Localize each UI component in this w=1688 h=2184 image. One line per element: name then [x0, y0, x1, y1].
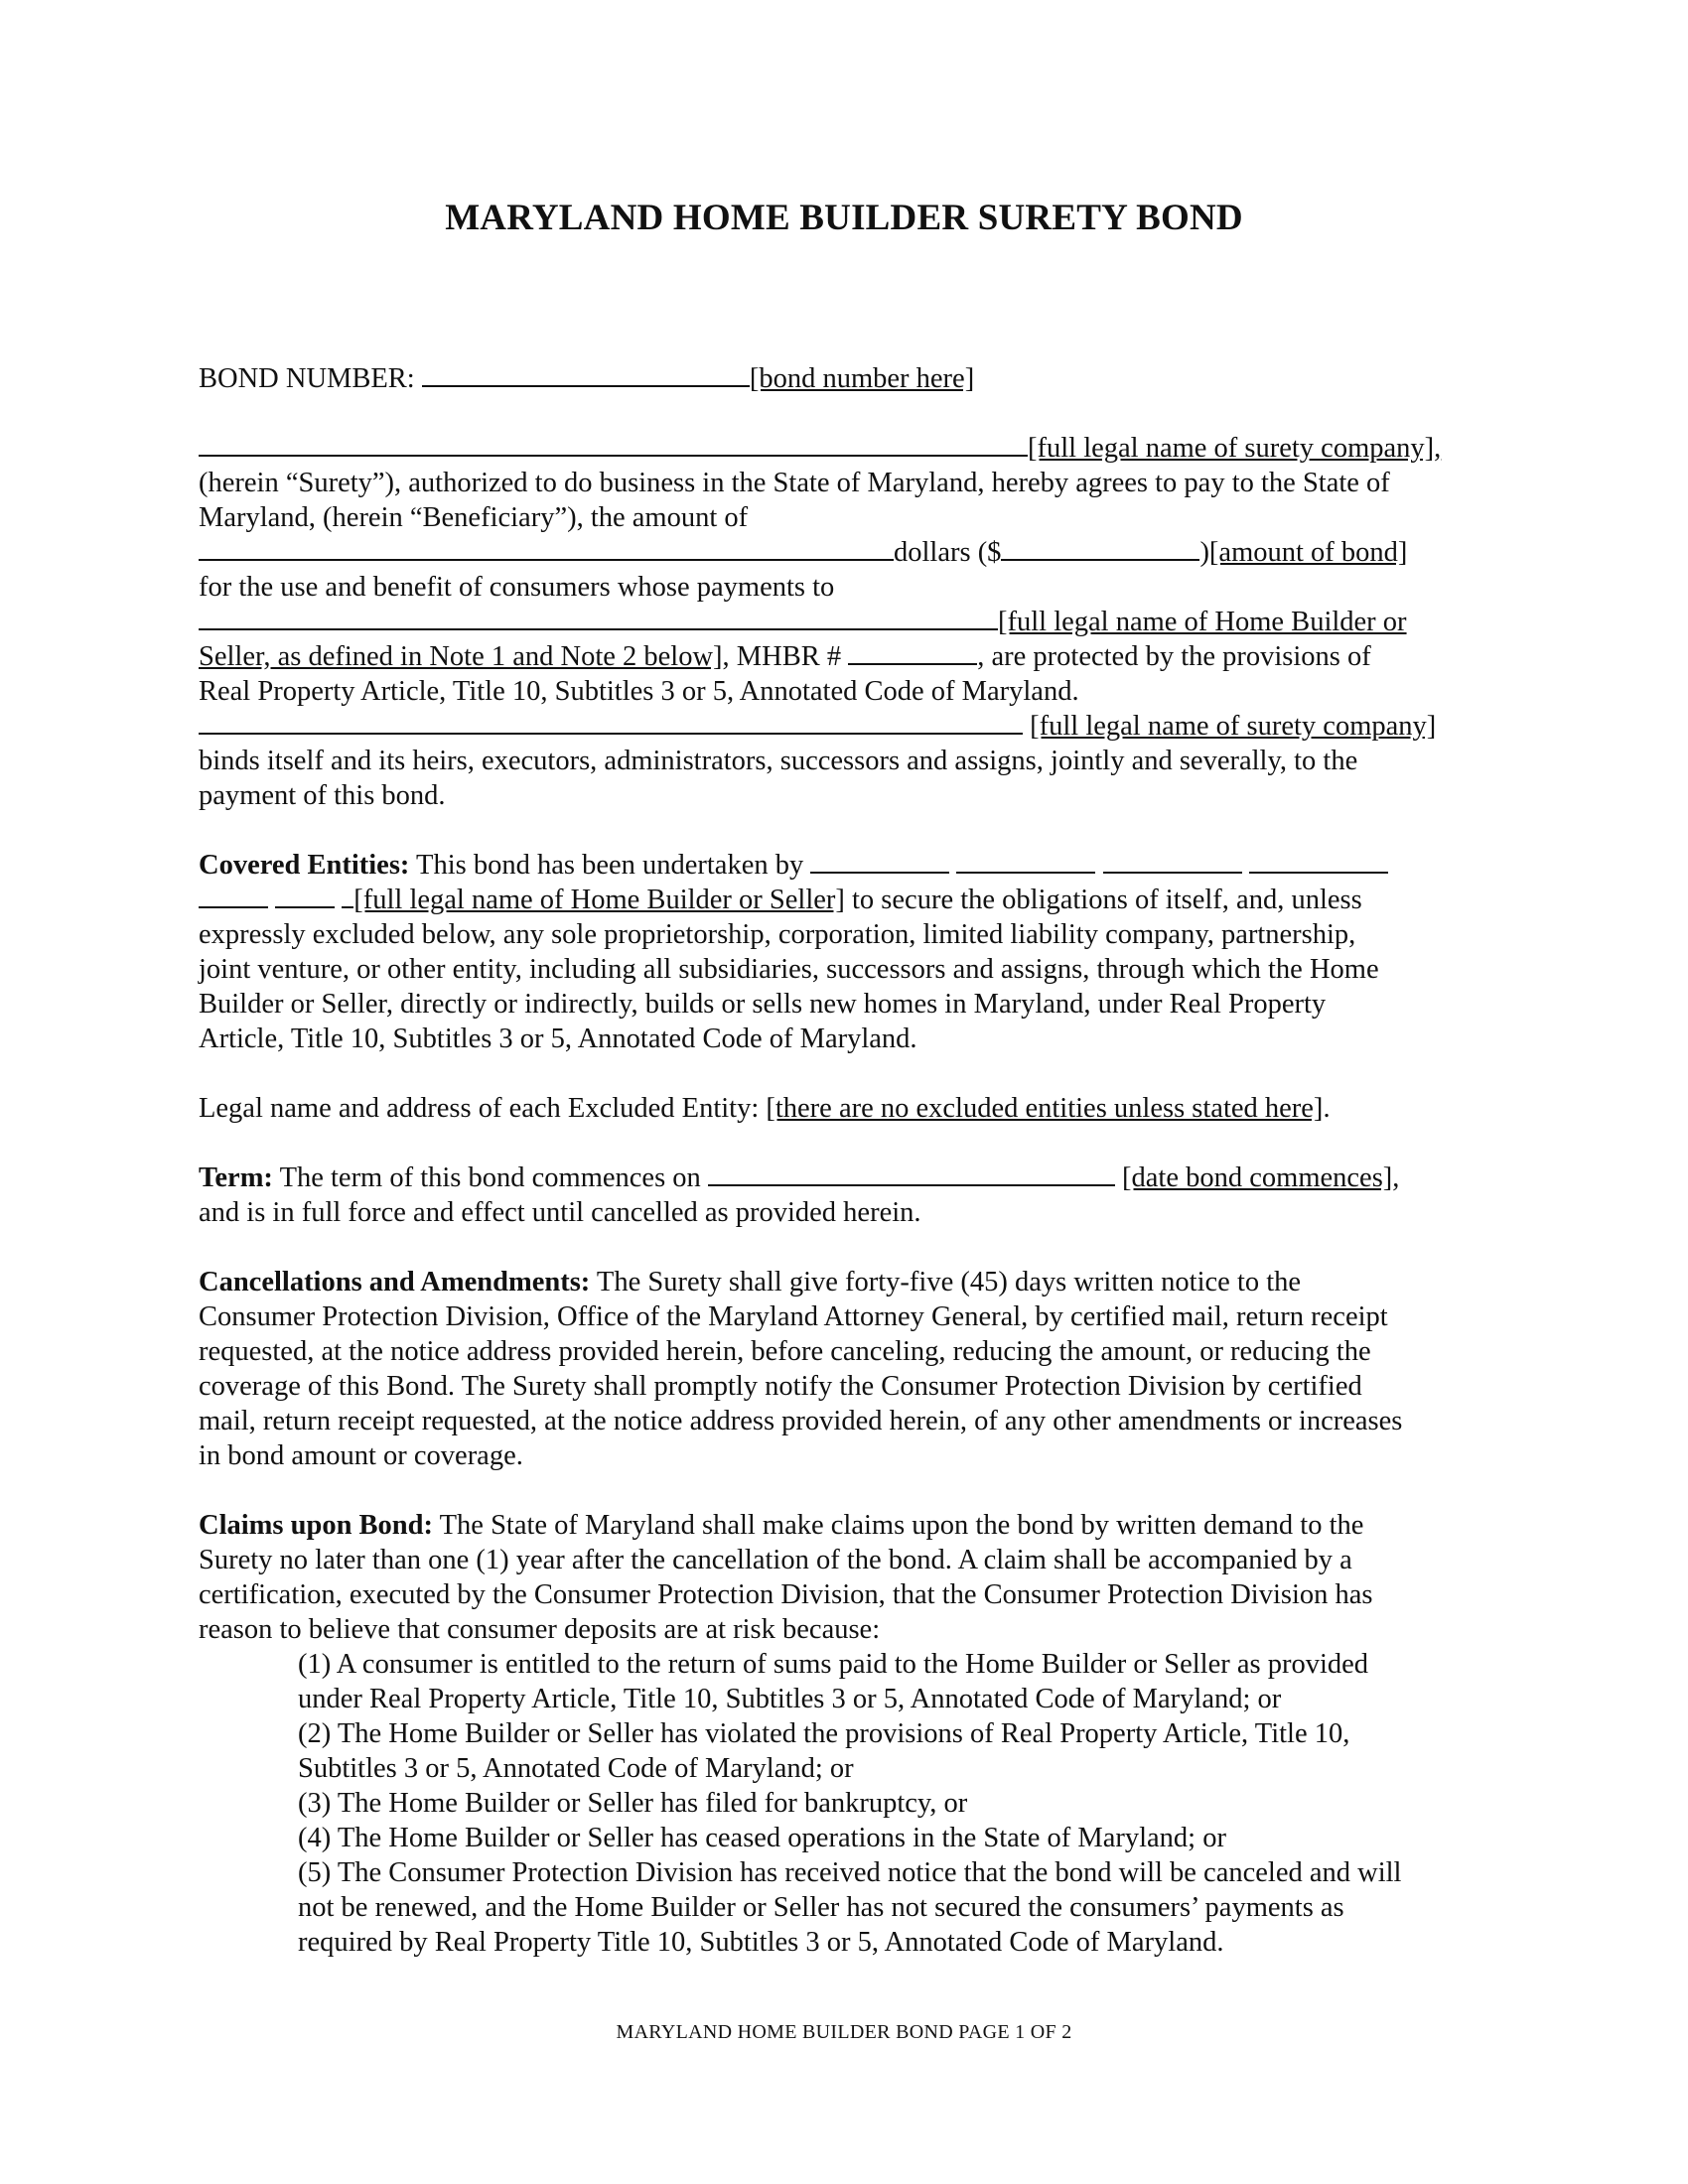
surety-name-placeholder-2: [full legal name of surety company] — [1030, 711, 1437, 742]
paragraph-line: and is in full force and effect until cancelled as provided herein. — [199, 1197, 921, 1228]
paragraph-text: to secure the obligations of itself, and, unless — [852, 885, 1362, 915]
paragraph-line: Maryland, (herein “Beneficiary”), the amount of — [199, 502, 749, 533]
paragraph-line: Consumer Protection Division, Office of the Maryland Attorney General, by certified mail, return receipt — [199, 1301, 1388, 1332]
paragraph-text: , are protected by the provisions of — [977, 641, 1371, 672]
bond-number-line — [199, 361, 1489, 396]
bond-number-placeholder: [bond number here] — [749, 363, 975, 394]
claim-condition-line: (5) The Consumer Protection Division has received notice that the bond will be canceled and will — [298, 1857, 1402, 1888]
cancellations-line — [199, 1265, 1489, 1299]
paragraph-line: joint venture, or other entity, including all subsidiaries, successors and assigns, through which the Home — [199, 954, 1379, 985]
surety-name-placeholder: [full legal name of surety company], — [1028, 433, 1442, 464]
covered-entity-blank[interactable] — [275, 883, 335, 908]
covered-entity-blank[interactable] — [1249, 848, 1388, 874]
paragraph-text: This bond has been undertaken by — [416, 850, 804, 881]
paragraph-line: mail, return receipt requested, at the notice address provided herein, of any other amendments or increases — [199, 1406, 1403, 1436]
paragraph-line: coverage of this Bond. The Surety shall promptly notify the Consumer Protection Division by certified — [199, 1371, 1362, 1402]
surety-name-blank[interactable] — [199, 431, 1028, 457]
term-heading: Term: — [199, 1162, 273, 1193]
paragraph-line: payment of this bond. — [199, 780, 446, 811]
paragraph-line: binds itself and its heirs, executors, administrators, successors and assigns, jointly and severally, to the — [199, 746, 1358, 776]
mhbr-label: , MHBR # — [722, 641, 842, 672]
paragraph-text: The term of this bond commences on — [279, 1162, 701, 1193]
excluded-entity-line: Legal name and address of each Excluded Entity: [there are no excluded entities unless stated here]. — [199, 1093, 1331, 1124]
paragraph-line: requested, at the notice address provided herein, before canceling, reducing the amount, or reducing the — [199, 1336, 1371, 1367]
home-builder-placeholder: [full legal name of Home Builder or — [998, 607, 1407, 637]
claim-condition-line: not be renewed, and the Home Builder or Seller has not secured the consumers’ payments as — [298, 1892, 1344, 1923]
paragraph-line: Surety no later than one (1) year after the cancellation of the bond. A claim shall be accompanied by a — [199, 1545, 1352, 1575]
surety-name-line — [199, 431, 1489, 466]
seller-note-placeholder: Seller, as defined in Note 1 and Note 2 below] — [199, 641, 723, 672]
claim-condition-line: (1) A consumer is entitled to the return of sums paid to the Home Builder or Seller as provided — [298, 1649, 1369, 1680]
amount-line — [199, 535, 1489, 570]
amount-placeholder: )[amount of bond] — [1199, 537, 1408, 568]
paragraph-line: Builder or Seller, directly or indirectly, builds or sells new homes in Maryland, under Real Property — [199, 989, 1327, 1020]
paragraph-line: (herein “Surety”), authorized to do business in the State of Maryland, hereby agrees to pay to the State of — [199, 468, 1390, 498]
cancellations-heading: Cancellations and Amendments: — [199, 1267, 591, 1297]
mhbr-number-blank[interactable] — [848, 639, 977, 665]
home-builder-placeholder-2: [full legal name of Home Builder or Seller] — [353, 885, 845, 915]
paragraph-text: The State of Maryland shall make claims upon the bond by written demand to the — [439, 1510, 1364, 1541]
amount-figure-blank[interactable] — [1001, 535, 1199, 561]
paragraph-line: Article, Title 10, Subtitles 3 or 5, Annotated Code of Maryland. — [199, 1024, 917, 1054]
paragraph-line: reason to believe that consumer deposits are at risk because: — [199, 1614, 881, 1645]
claim-condition-line: (2) The Home Builder or Seller has violated the provisions of Real Property Article, Title 10, — [298, 1718, 1350, 1749]
claims-line — [199, 1508, 1489, 1543]
claims-heading: Claims upon Bond: — [199, 1510, 434, 1541]
paragraph-text: The Surety shall give forty-five (45) days written notice to the — [596, 1267, 1302, 1297]
excluded-entity-placeholder: [there are no excluded entities unless stated here] — [766, 1093, 1324, 1124]
term-line — [199, 1160, 1489, 1195]
paragraph-line: expressly excluded below, any sole proprietorship, corporation, limited liability company, partnership, — [199, 919, 1356, 950]
bond-body — [199, 361, 1489, 1960]
document-title: MARYLAND HOME BUILDER SURETY BOND — [445, 198, 1243, 238]
excluded-entity-label: Legal name and address of each Excluded Entity: — [199, 1093, 760, 1124]
covered-entities-line-2 — [199, 883, 1489, 917]
mhbr-line — [199, 639, 1489, 674]
paragraph-line: for the use and benefit of consumers whose payments to — [199, 572, 835, 603]
covered-entity-blank[interactable] — [342, 883, 353, 908]
covered-entity-blank[interactable] — [956, 848, 1095, 874]
covered-entities-heading: Covered Entities: — [199, 850, 410, 881]
covered-entity-blank[interactable] — [810, 848, 949, 874]
surety-name-blank-2[interactable] — [199, 709, 1023, 735]
covered-entity-blank[interactable] — [199, 883, 268, 908]
dollars-label: dollars ($ — [894, 537, 1002, 568]
paragraph-line: Real Property Article, Title 10, Subtitles 3 or 5, Annotated Code of Maryland. — [199, 676, 1079, 707]
claim-condition-line: under Real Property Article, Title 10, Subtitles 3 or 5, Annotated Code of Maryland; or — [298, 1684, 1282, 1714]
amount-words-blank[interactable] — [199, 535, 894, 561]
claim-condition-line: required by Real Property Title 10, Subtitles 3 or 5, Annotated Code of Maryland. — [298, 1927, 1224, 1958]
covered-entities-line — [199, 848, 1489, 883]
covered-entity-blank[interactable] — [1103, 848, 1242, 874]
bond-number-blank[interactable] — [422, 361, 750, 387]
page-footer: MARYLAND HOME BUILDER BOND PAGE 1 OF 2 — [616, 2021, 1072, 2043]
claim-condition-line: (3) The Home Builder or Seller has filed for bankruptcy, or — [298, 1788, 968, 1819]
home-builder-blank[interactable] — [199, 605, 998, 630]
commence-date-placeholder: [date bond commences], — [1122, 1162, 1400, 1193]
surety-name-line-2 — [199, 709, 1489, 744]
bond-number-label: BOND NUMBER: — [199, 363, 415, 394]
commence-date-blank[interactable] — [708, 1160, 1115, 1186]
paragraph-line: certification, executed by the Consumer Protection Division, that the Consumer Protection Division has — [199, 1579, 1373, 1610]
paragraph-line: in bond amount or coverage. — [199, 1440, 523, 1471]
claim-condition-line: Subtitles 3 or 5, Annotated Code of Maryland; or — [298, 1753, 854, 1784]
home-builder-line — [199, 605, 1489, 639]
claim-condition-line: (4) The Home Builder or Seller has ceased operations in the State of Maryland; or — [298, 1823, 1226, 1853]
